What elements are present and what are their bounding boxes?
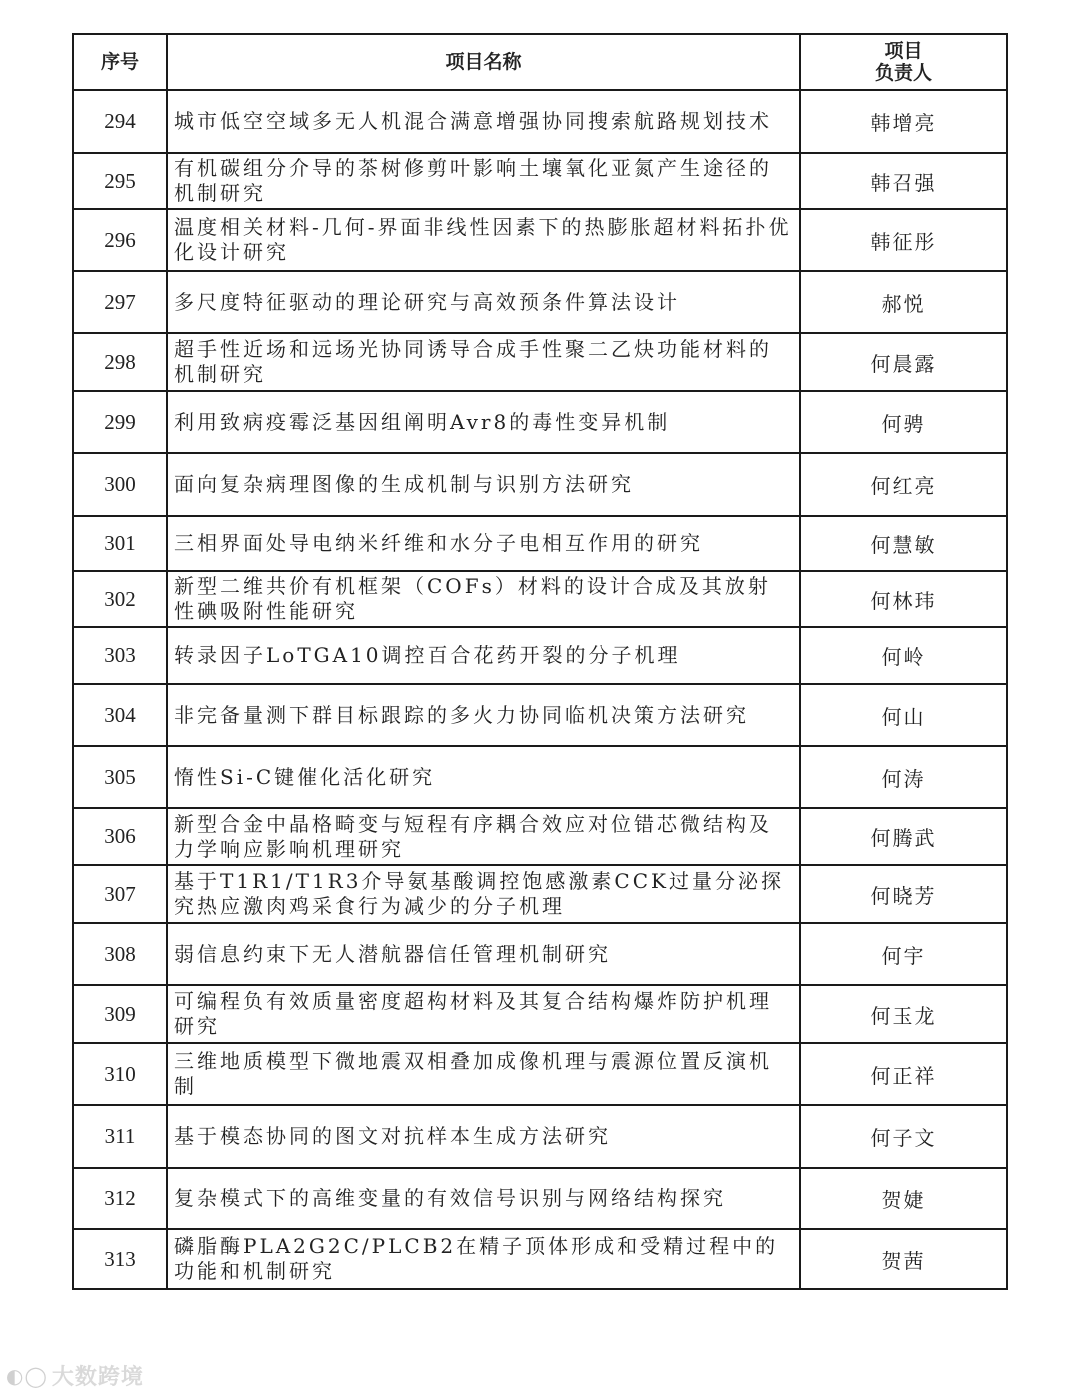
row-project-name: 弱信息约束下无人潜航器信任管理机制研究 bbox=[167, 923, 800, 985]
row-seq: 310 bbox=[73, 1043, 167, 1105]
row-project-name: 三相界面处导电纳米纤维和水分子电相互作用的研究 bbox=[167, 516, 800, 571]
row-seq: 295 bbox=[73, 153, 167, 209]
row-seq: 298 bbox=[73, 333, 167, 391]
table-row bbox=[73, 1229, 1007, 1289]
row-seq: 309 bbox=[73, 985, 167, 1043]
row-leader: 何岭 bbox=[800, 627, 1007, 684]
table-row bbox=[73, 90, 1007, 153]
row-project-name: 新型二维共价有机框架（COFs）材料的设计合成及其放射性碘吸附性能研究 bbox=[167, 571, 800, 627]
table-row bbox=[73, 516, 1007, 571]
row-project-name: 面向复杂病理图像的生成机制与识别方法研究 bbox=[167, 453, 800, 516]
row-leader: 何慧敏 bbox=[800, 516, 1007, 571]
table-row bbox=[73, 271, 1007, 333]
table-row bbox=[73, 209, 1007, 271]
row-leader: 郝悦 bbox=[800, 271, 1007, 333]
row-project-name: 多尺度特征驱动的理论研究与高效预条件算法设计 bbox=[167, 271, 800, 333]
header-leader bbox=[800, 34, 1007, 90]
row-project-name: 温度相关材料-几何-界面非线性因素下的热膨胀超材料拓扑优化设计研究 bbox=[167, 209, 800, 271]
table-body bbox=[73, 90, 1007, 1289]
row-seq: 300 bbox=[73, 453, 167, 516]
table-row bbox=[73, 391, 1007, 453]
row-project-name: 基于T1R1/T1R3介导氨基酸调控饱感激素CCK过量分泌探究热应激肉鸡采食行为减少的分子机理 bbox=[167, 865, 800, 923]
row-leader: 何山 bbox=[800, 684, 1007, 746]
row-leader: 贺婕 bbox=[800, 1168, 1007, 1229]
table-row bbox=[73, 746, 1007, 808]
table-row bbox=[73, 684, 1007, 746]
table-row bbox=[73, 985, 1007, 1043]
watermark-text: 大数跨境 bbox=[51, 1365, 144, 1390]
table-row bbox=[73, 153, 1007, 209]
row-seq: 311 bbox=[73, 1105, 167, 1168]
table-row bbox=[73, 571, 1007, 627]
row-project-name: 新型合金中晶格畸变与短程有序耦合效应对位错芯微结构及力学响应影响机理研究 bbox=[167, 808, 800, 865]
logo-icon: ◐◯ bbox=[6, 1363, 48, 1388]
row-seq: 303 bbox=[73, 627, 167, 684]
header-leader-line1: 项目 bbox=[884, 40, 923, 62]
row-leader: 何宇 bbox=[800, 923, 1007, 985]
project-table bbox=[72, 33, 1008, 1290]
table-row bbox=[73, 808, 1007, 865]
project-table-container bbox=[72, 33, 1006, 1290]
table-row bbox=[73, 453, 1007, 516]
row-seq: 308 bbox=[73, 923, 167, 985]
row-project-name: 超手性近场和远场光协同诱导合成手性聚二乙炔功能材料的机制研究 bbox=[167, 333, 800, 391]
header-seq: 序号 bbox=[73, 34, 167, 90]
table-row bbox=[73, 923, 1007, 985]
table-row bbox=[73, 1105, 1007, 1168]
row-seq: 297 bbox=[73, 271, 167, 333]
row-leader: 何正祥 bbox=[800, 1043, 1007, 1105]
table-row bbox=[73, 333, 1007, 391]
row-leader: 何涛 bbox=[800, 746, 1007, 808]
row-leader: 韩征彤 bbox=[800, 209, 1007, 271]
row-seq: 296 bbox=[73, 209, 167, 271]
row-project-name: 复杂模式下的高维变量的有效信号识别与网络结构探究 bbox=[167, 1168, 800, 1229]
row-seq: 302 bbox=[73, 571, 167, 627]
row-project-name: 基于模态协同的图文对抗样本生成方法研究 bbox=[167, 1105, 800, 1168]
row-leader: 何骋 bbox=[800, 391, 1007, 453]
row-leader: 韩召强 bbox=[800, 153, 1007, 209]
row-seq: 299 bbox=[73, 391, 167, 453]
row-leader: 何腾武 bbox=[800, 808, 1007, 865]
header-project-name: 项目名称 bbox=[167, 34, 800, 90]
header-leader-line2: 负责人 bbox=[874, 62, 932, 84]
row-seq: 307 bbox=[73, 865, 167, 923]
row-project-name: 城市低空空域多无人机混合满意增强协同搜索航路规划技术 bbox=[167, 90, 800, 153]
row-seq: 301 bbox=[73, 516, 167, 571]
row-leader: 何晓芳 bbox=[800, 865, 1007, 923]
table-row bbox=[73, 865, 1007, 923]
row-leader: 何红亮 bbox=[800, 453, 1007, 516]
table-header-row bbox=[73, 34, 1007, 90]
row-project-name: 可编程负有效质量密度超构材料及其复合结构爆炸防护机理研究 bbox=[167, 985, 800, 1043]
row-leader: 韩增亮 bbox=[800, 90, 1007, 153]
row-project-name: 转录因子LoTGA10调控百合花药开裂的分子机理 bbox=[167, 627, 800, 684]
row-project-name: 有机碳组分介导的茶树修剪叶影响土壤氧化亚氮产生途径的机制研究 bbox=[167, 153, 800, 209]
row-seq: 305 bbox=[73, 746, 167, 808]
row-project-name: 磷脂酶PLA2G2C/PLCB2在精子顶体形成和受精过程中的功能和机制研究 bbox=[167, 1229, 800, 1289]
table-row bbox=[73, 1043, 1007, 1105]
row-seq: 313 bbox=[73, 1229, 167, 1289]
row-leader: 何子文 bbox=[800, 1105, 1007, 1168]
table-row bbox=[73, 627, 1007, 684]
row-leader: 何玉龙 bbox=[800, 985, 1007, 1043]
row-project-name: 三维地质模型下微地震双相叠加成像机理与震源位置反演机制 bbox=[167, 1043, 800, 1105]
row-leader: 何林玮 bbox=[800, 571, 1007, 627]
row-seq: 306 bbox=[73, 808, 167, 865]
watermark bbox=[6, 1360, 144, 1391]
table-row bbox=[73, 1168, 1007, 1229]
row-project-name: 利用致病疫霉泛基因组阐明Avr8的毒性变异机制 bbox=[167, 391, 800, 453]
row-seq: 294 bbox=[73, 90, 167, 153]
row-project-name: 非完备量测下群目标跟踪的多火力协同临机决策方法研究 bbox=[167, 684, 800, 746]
row-project-name: 惰性Si-C键催化活化研究 bbox=[167, 746, 800, 808]
row-leader: 何晨露 bbox=[800, 333, 1007, 391]
row-seq: 304 bbox=[73, 684, 167, 746]
row-leader: 贺茜 bbox=[800, 1229, 1007, 1289]
row-seq: 312 bbox=[73, 1168, 167, 1229]
